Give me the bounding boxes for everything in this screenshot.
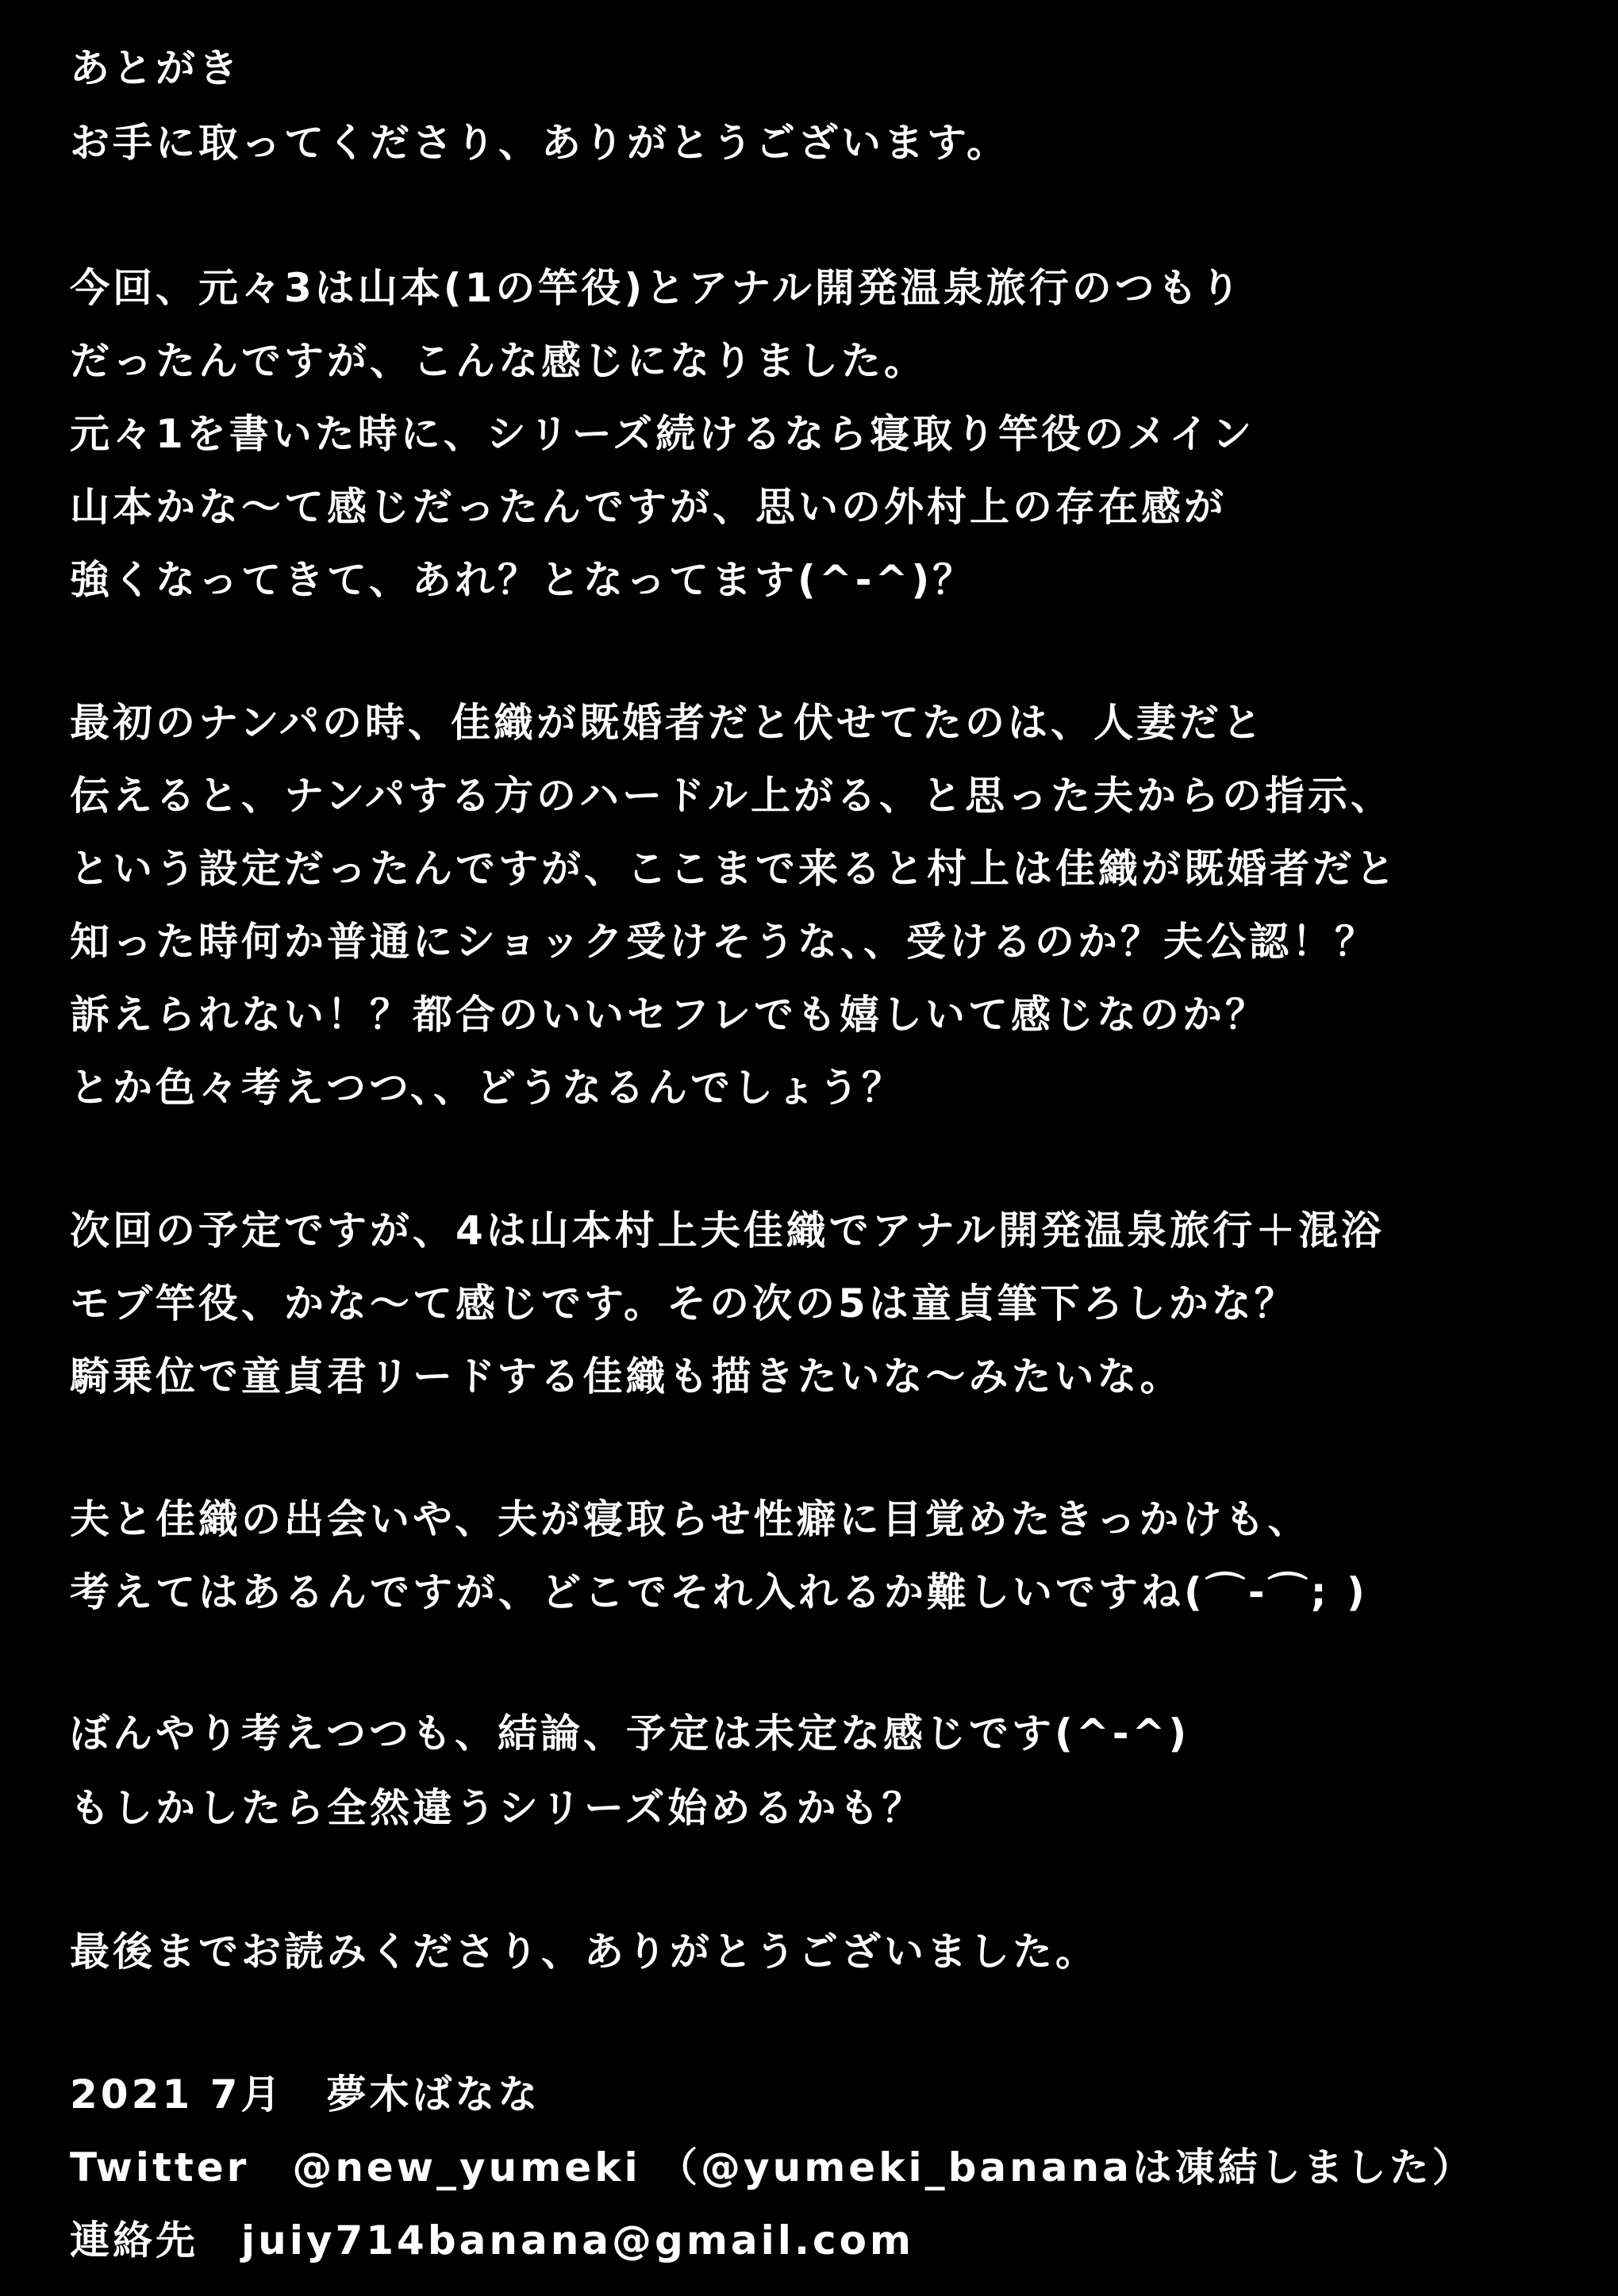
paragraph-line: だったんですが、こんな感じになりました。 xyxy=(70,338,927,384)
paragraph-line: モブ竿役、かな〜て感じです。その次の5は童貞筆下ろしかな？ xyxy=(70,1280,1297,1327)
paragraph-line: という設定だったんですが、ここまで来ると村上は佳織が既婚者だと xyxy=(70,846,1398,892)
afterword-heading: あとがき xyxy=(70,45,241,91)
paragraph-line: とか色々考えつつ、、どうなるんでしょう？ xyxy=(70,1065,905,1111)
paragraph-line: 訴えられない！？都合のいいセフレでも嬉しいて感じなのか？ xyxy=(70,992,1268,1038)
paragraph-line: 元々1を書いた時に、シリーズ続けるなら寝取り竿役のメイン xyxy=(70,411,1255,457)
paragraph-line: 今回、元々3は山本(1の竿役)とアナル開発温泉旅行のつもり xyxy=(70,265,1243,311)
paragraph-line: 騎乗位で童貞君リードする佳織も描きたいな〜みたいな。 xyxy=(70,1353,1183,1399)
closing-thanks: 最後までお読みくださり、ありがとうございました。 xyxy=(70,1929,1098,1975)
paragraph-line: 山本かな〜て感じだったんですが、思いの外村上の存在感が xyxy=(70,484,1227,530)
paragraph-line: 強くなってきて、あれ？となってます(^-^)？ xyxy=(70,557,976,603)
paragraph-line: 伝えると、ナンパする方のハードル上がる、と思った夫からの指示、 xyxy=(70,773,1393,819)
date-author: 2021 7月 夢木ばなな xyxy=(70,2071,541,2117)
contact-info: 連絡先 juiy714banana@gmail.com xyxy=(70,2217,915,2263)
twitter-info: Twitter @new_yumeki （@yumeki_bananaは凍結しました） xyxy=(70,2144,1475,2190)
paragraph-line: 次回の予定ですが、4は山本村上夫佳織でアナル開発温泉旅行＋混浴 xyxy=(70,1208,1385,1254)
paragraph-line: ぼんやり考えつつも、結論、予定は未定な感じです(^-^) xyxy=(70,1710,1190,1757)
opening-thanks: お手に取ってくださり、ありがとうございます。 xyxy=(70,120,1009,166)
paragraph-line: 夫と佳織の出会いや、夫が寝取らせ性癖に目覚めたきっかけも、 xyxy=(70,1496,1311,1542)
paragraph-line: 考えてはあるんですが、どこでそれ入れるか難しいですね(⌒-⌒; ) xyxy=(70,1569,1368,1615)
paragraph-line: 知った時何か普通にショック受けそうな、、受けるのか？夫公認！？ xyxy=(70,919,1378,965)
paragraph-line: もしかしたら全然違うシリーズ始めるかも？ xyxy=(70,1785,925,1831)
paragraph-line: 最初のナンパの時、佳織が既婚者だと伏せてたのは、人妻だと xyxy=(70,700,1265,746)
